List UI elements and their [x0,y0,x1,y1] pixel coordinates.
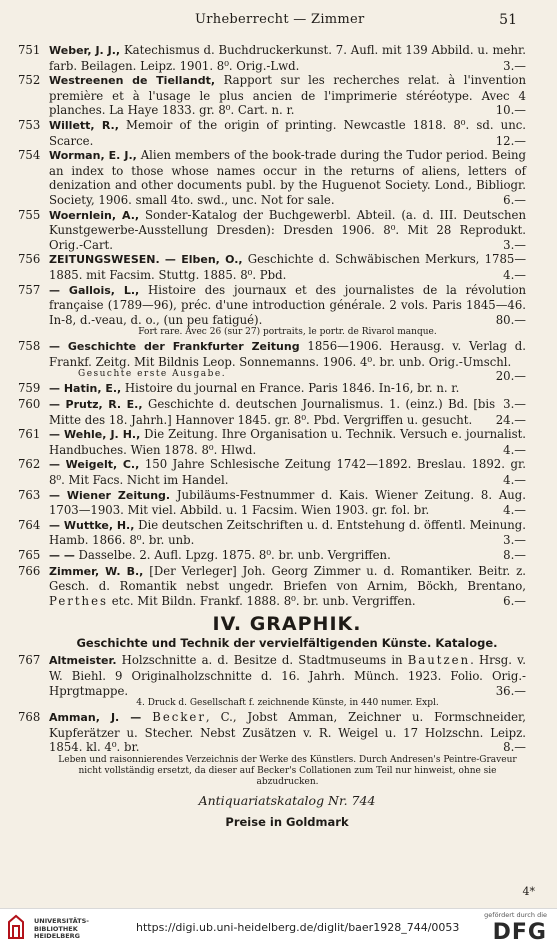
entry-author: — Prutz, R. E., [49,398,143,412]
entry-price: 3.— [503,58,526,73]
running-title: Urheberrecht — Zimmer [195,12,365,27]
entry-text-spaced: Becker [152,710,206,725]
entry-number: 761 [18,427,41,442]
entry-price: 4.— [503,503,526,518]
entry-price: 8.— [503,548,526,562]
entry-author: — — [49,549,75,562]
entry-author: Westreenen de Tiellandt, [49,74,216,88]
entry-number: 763 [18,487,41,502]
entry-author: — Wiener Zeitung. [49,488,171,502]
entry-text: Geschichte d. Schwäbischen Merkurs, 1785—1885. mit Facsim. Stuttg. 1885. 8⁰. Pbd. [49,252,527,282]
entry-text: Katechismus d. Buchdruckerkunst. 7. Aufl. mit 139 Abbild. u. mehr. farb. Beilagen. Leipz. 1901. 8⁰. Orig.-Lwd. [49,43,527,73]
entry-price: 20.— [495,369,526,384]
entry-price: 3.— [503,397,526,412]
entry-note-768: Leben und raisonnierendes Verzeichnis der Werke des Künstlers. Durch Andresen's Peintre-Graveur nicht vollständig ersetzt, da dieser auf Becker's Collationen zum Teil nur hinweist, ohne sie abzudrucken. [58,754,517,787]
library-name-line: UNIVERSITÄTS- [34,917,89,925]
entry-author: Amman, J. — [49,711,142,725]
entry-number: 751 [18,43,41,57]
entry-text: . Hrsg. v. W. Biehl. 9 Originalholzschnitte d. 16. Jahrh. Münch. 1923. Folio. Orig.-Hprgtmappe. [49,653,526,698]
catalog-entry-762 [18,457,526,487]
entry-author: Altmeister. [49,654,117,668]
entry-price: 6.— [503,593,526,608]
entry-author: — Geschichte der Frankfurter Zeitung [49,340,300,354]
catalog-entry-751 [18,43,526,73]
entry-price: 3.— [503,533,526,548]
entry-number: 767 [18,653,41,668]
entry-number: 752 [18,73,41,88]
entry-author: Weber, J. J., [49,44,121,57]
catalog-entry-765 [18,548,526,564]
catalog-entry-752 [18,73,526,118]
signature-mark: 4* [522,885,535,898]
entry-text: Dasselbe. 2. Aufl. Lpzg. 1875. 8⁰. br. unb. Vergriffen. [74,548,391,562]
entry-text: Histoire des journaux et des journalistes de la révolution française (1789—96), préc. d'une introduction générale. 2 vols. Paris 1845—46. In-8, d.-veau, d. o., (un peu fatigué). [49,282,527,327]
entry-price: 6.— [503,192,526,207]
entry-price: 24.— [495,412,526,427]
entry-text: Alien members of the book-trade during the Tudor period. Being an index to those whose names occur in the returns of aliens, letters of denization and other documents publ. by the Huguenot Society. Lond., Bibliogr. Society, 1906. small 4to. swd., unc. Not for sale. [49,148,526,207]
entry-price: 12.— [495,133,526,148]
catalog-entry-766 [18,564,526,609]
entry-number: 764 [18,517,41,532]
entry-author: — Wuttke, H., [49,518,135,532]
entry-text: Histoire du journal en France. Paris 1846. In-16, br. n. r. [121,381,460,396]
entry-price: 10.— [495,103,526,118]
catalog-entry-764 [18,518,526,548]
entry-note-758: Gesuchte erste Ausgabe. [78,369,227,380]
funded-by-label: gefördert durch die [484,911,547,919]
library-name-line: BIBLIOTHEK [34,924,78,933]
entry-price: 8.— [503,740,526,755]
entry-text: etc. Mit Bildn. Frankf. 1888. 8⁰. br. unb. Vergriffen. [107,593,416,608]
catalog-entry-767 [18,653,526,698]
entry-note-767: 4. Druck d. Gesellschaft f. zeichnende Künste, in 440 numer. Expl. [136,698,439,709]
entry-number: 757 [18,282,41,297]
section-heading: IV. GRAPHIK. [212,613,362,636]
entry-text: Holzschnitte a. d. Besitze d. Stadtmuseums in [116,653,408,668]
entry-number: 755 [18,207,41,222]
entry-number: 765 [18,548,41,562]
prices-label: Preise in Goldmark [225,814,349,829]
library-emblem-icon [6,914,26,940]
entry-author: — Gallois, L., [49,283,140,297]
entry-text: Memoir of the origin of printing. Newcastle 1818. 8⁰. sd. unc. Scarce. [49,117,526,148]
catalog-content [18,43,526,829]
library-name [34,918,89,941]
entry-author: — Hatin, E., [49,382,122,396]
catalog-entry-763 [18,488,526,518]
entry-author: Zimmer, W. B., [49,564,144,578]
catalog-entry-760 [18,397,526,427]
entry-note-757: Fort rare. Avec 26 (sur 27) portraits, le portr. de Rivarol manque. [138,327,437,338]
entry-price: 4.— [503,473,526,488]
entry-text-spaced: Perthes [49,593,108,608]
entry-number: 758 [18,339,41,354]
entry-number: 760 [18,397,41,412]
entry-text: 1856—1906. Herausg. v. Verlag d. Frankf. Zeitg. Mit Bildnis Leop. Sonnemanns. 1906. 4⁰. br. unb. Orig.-Umschl. [49,339,526,369]
entry-number: 762 [18,457,41,472]
entry-number: 768 [18,710,41,725]
entry-text: Die Zeitung. Ihre Organisation u. Technik. Versuch e. journalist. Handbuches. Wien 1878. 8⁰. Hlwd. [49,427,526,457]
entry-author: Willett, R., [49,118,119,132]
entry-number: 759 [18,381,41,396]
entry-author: Worman, E. J., [49,149,137,163]
entry-text: Geschichte d. deutschen Journalismus. 1. (einz.) Bd. [bis Mitte des 18. Jahrh.] Hannover 1845. gr. 8⁰. Pbd. Vergriffen u. gesucht. [49,397,496,427]
entry-price: 36.— [495,683,526,698]
entry-number: 766 [18,563,41,578]
section-subheading: Geschichte und Technik der vervielfältigenden Künste. Kataloge. [76,636,498,651]
entry-text-spaced: Bautzen [407,653,471,668]
entry-price: 4.— [503,442,526,457]
running-header [0,12,557,32]
entry-text: Rapport sur les recherches relat. à l'invention première et à l'usage le plus ancien de l'imprimerie stéréotype. Avec 4 planches. La Haye 1833. gr. 8⁰. Cart. n. r. [49,73,526,118]
entry-number: 756 [18,252,41,267]
entry-price: 80.— [495,312,526,327]
library-name-line: HEIDELBERG [34,932,81,940]
dfg-logo[interactable]: DFG [492,920,547,945]
entry-author: ZEITUNGSWESEN. — Elben, O., [49,253,243,267]
catalog-entry-757 [18,283,526,328]
catalog-entry-755 [18,208,526,253]
catalog-title: Antiquariatskatalog Nr. 744 [198,792,376,808]
catalog-entry-756 [18,252,526,282]
entry-text: [Der Verleger] Joh. Georg Zimmer u. d. Romantiker. Beitr. z. Gesch. d. Romantik nebst ungedr. Briefen von Arnim, Böckh, Brentano, [49,563,526,594]
entry-text: Die deutschen Zeitschriften u. d. Entstehung d. öffentl. Meinung. Hamb. 1866. 8⁰. br. unb. [49,517,526,548]
entry-price: 4.— [503,267,526,282]
page-number: 51 [499,12,517,28]
university-library-logo[interactable] [6,914,126,944]
catalog-entry-768 [18,710,526,755]
entry-price: 3.— [503,237,526,252]
entry-text: , C., Jobst Amman, Zeichner u. Formschneider, Kupferätzer u. Stecher. Nebst Zusätzen v. R. Weigel u. 17 Holzschn. Leipz. 1854. kl. 4⁰. br. [49,710,527,755]
entry-text: 150 Jahre Schlesische Zeitung 1742—1892. Breslau. 1892. gr. 8⁰. Mit Facs. Nicht im Handel. [49,457,526,488]
catalog-entry-761 [18,427,526,457]
catalog-entry-753 [18,118,526,148]
entry-author: — Wehle, J. H., [49,428,141,442]
viewer-footer [0,908,557,949]
entry-text [141,710,152,724]
entry-number: 753 [18,117,41,132]
entry-text: Jubiläums-Festnummer d. Kais. Wiener Zeitung. 8. Aug. 1703—1903. Mit viel. Abbild. u. 1 Facsim. Wien 1903. gr. fol. br. [49,487,526,518]
catalog-entry-754 [18,148,526,207]
entry-text: Sonder-Katalog der Buchgewerbl. Abteil. (a. d. III. Deutschen Kunstgewerbe-Ausstellung Dresden): Dresden 1906. 8⁰. Mit 28 Reprodukt. Orig.-Cart. [49,207,526,252]
entry-number: 754 [18,148,41,163]
entry-author: Woernlein, A., [49,208,140,222]
entry-author: — Weigelt, C., [49,458,140,472]
permalink-url[interactable]: https://digi.ub.uni-heidelberg.de/diglit/baer1928_744/0053 [136,921,460,934]
